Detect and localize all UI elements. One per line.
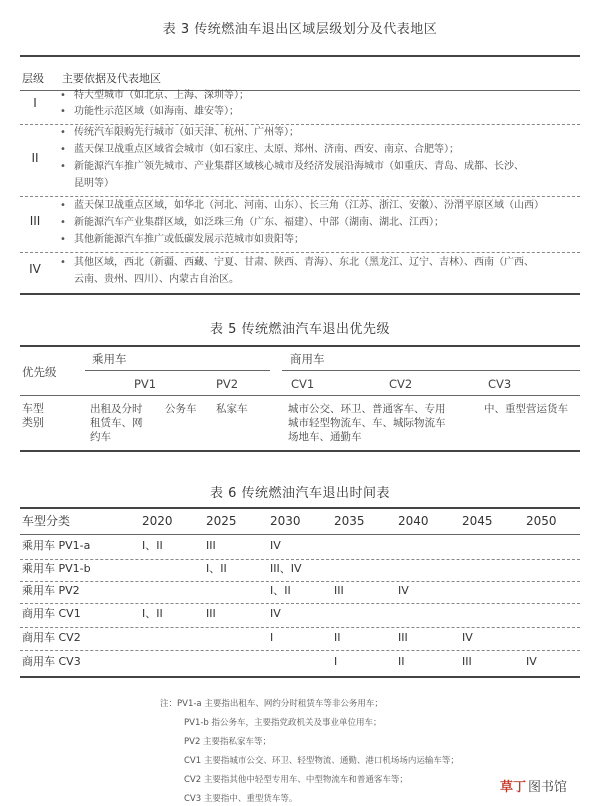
table5-class-cv3: CV3 (488, 377, 512, 391)
table6-cell: I (334, 655, 338, 668)
table6-title: 表 6 传统燃油汽车退出时间表 (209, 486, 391, 501)
table3-divider-3 (20, 252, 580, 253)
notes-block (160, 698, 459, 806)
table3-divider-2 (20, 196, 580, 197)
table5-top-rule (20, 345, 580, 347)
table5-type-cv3: 中、重型营运货车 (484, 403, 568, 415)
table3-row1-line2: • 功能性示范区域（如海南、雄安等）； (60, 106, 239, 117)
table5-class-pv1: PV1 (134, 377, 157, 391)
table3-bottom-rule (20, 293, 580, 295)
table6-cell: 乘用车 PV2 (22, 584, 80, 597)
table5-priority-label: 优先级 (22, 365, 57, 379)
table3-row2-line2: • 蓝天保卫战重点区域省会城市（如石家庄、太原、郑州、济南、西安、南京、合肥等）； (60, 144, 459, 155)
table-row (20, 580, 580, 602)
table5-class-cv2: CV2 (389, 377, 413, 391)
table5-type-cv1: 城市公交、环卫、 城市轻型物流车、 场地车、通勤车 (288, 403, 372, 443)
table3-title: 表 3 传统燃油车退出区域层级划分及代表地区 (162, 22, 438, 37)
table-row (20, 558, 580, 580)
table6-header-2045: 2045 (462, 514, 493, 528)
table3-level-4: IV (29, 262, 41, 276)
table6-cell: I (270, 631, 274, 644)
table6-cell: I、II (142, 607, 163, 620)
table3-header-level: 层级 (22, 72, 44, 85)
table5-bottom-rule (20, 450, 580, 452)
table5-vehicle-type-label: 车型 类别 (22, 402, 44, 429)
table3-row3-line2: • 新能源汽车产业集群区域，如泛珠三角（广东、福建）、中部（湖南、湖北、江西）； (60, 217, 444, 228)
table3-row4-line2: 云南、贵州、四川）、内蒙古自治区。 (74, 274, 239, 285)
table-row (20, 651, 580, 673)
table6-cell: III (398, 631, 408, 644)
table6-cell: IV (398, 584, 409, 597)
table6-header-row (20, 510, 580, 532)
watermark-mark: 草丁 (500, 780, 527, 795)
table3-row3-line1: • 蓝天保卫战重点区域，如华北（河北、河南、山东）、长三角（江苏、浙江、安徽）、汾渭平原区域（山西） (60, 200, 544, 211)
table6-header-2050: 2050 (526, 514, 557, 528)
table5-passenger-label: 乘用车 (92, 352, 127, 366)
table5-passenger-rule (85, 370, 270, 371)
table3-row1-line1: • 特大型城市（如北京、上海、深圳等）； (60, 90, 249, 101)
table3-row2-line1: • 传统汽车限购先行城市（如天津、杭州、广州等）； (60, 127, 299, 138)
table6-cell: I、II (270, 584, 291, 597)
table5-type-pv2: 私家车 (216, 403, 248, 415)
note-line: CV2 主要指其他中轻型专用车、中型物流车和普通客车等； (184, 775, 408, 785)
table5-header-rule (20, 395, 580, 396)
note-line: 注：PV1-a 主要指出租车、网约分时租赁车等非公务用车； (160, 699, 383, 709)
table6-cell: III (462, 655, 472, 668)
table6-cell: I、II (142, 539, 163, 552)
note-line: PV2 主要指私家车等； (184, 737, 272, 747)
table-row (20, 627, 580, 649)
watermark-logo (500, 776, 567, 795)
table3-row2-line4: 昆明等） (74, 178, 114, 189)
table6-header-2025: 2025 (206, 514, 237, 528)
table6-cell: IV (462, 631, 473, 644)
table6-cell: III (206, 539, 216, 552)
table5-type-pv1-official: 公务车 (165, 403, 197, 415)
table5-class-cv1: CV1 (291, 377, 315, 391)
table3-level-1: I (33, 96, 37, 110)
table6-cell: 商用车 CV2 (22, 631, 81, 644)
table6-top-rule (20, 507, 580, 509)
table3-level-3: III (29, 214, 41, 228)
table6-cell: 商用车 CV3 (22, 655, 81, 668)
table-row (20, 603, 580, 625)
table6-cell: III (206, 607, 216, 620)
table6-cell: IV (270, 539, 281, 552)
table6-cell: 商用车 CV1 (22, 607, 81, 620)
table6-cell: II (398, 655, 405, 668)
table6-cell: III、IV (270, 562, 302, 575)
table6-header-2040: 2040 (398, 514, 429, 528)
table5-class-pv2: PV2 (216, 377, 239, 391)
table6-cell: IV (270, 607, 281, 620)
note-line: CV3 主要指中、重型货车等。 (184, 794, 298, 804)
table3-row4-line1: • 其他区域，西北（新疆、西藏、宁夏、甘肃、陕西、青海）、东北（黑龙江、辽宁、吉林）、西南（广西、 (60, 257, 534, 268)
note-line: PV1-b 指公务车，主要指党政机关及事业单位用车； (184, 718, 382, 728)
table3-header-basis: 主要依据及代表地区 (62, 72, 161, 85)
table5-commercial-label: 商用车 (290, 352, 325, 366)
table3-level-2: II (31, 151, 39, 165)
table5-title: 表 5 传统燃油汽车退出优先级 (209, 322, 391, 337)
table5-type-cv2: 普通客车、专用 车、城际物流车 (372, 403, 446, 429)
table6-header-type: 车型分类 (22, 514, 71, 528)
table6-cell: IV (526, 655, 537, 668)
note-line: CV1 主要指城市公交、环卫、轻型物流、通勤、港口机场场内运输车等； (184, 756, 459, 766)
table6-cell: 乘用车 PV1-a (22, 539, 91, 552)
table3-row3-line3: • 其他新能源汽车推广或低碳发展示范城市如贵阳等； (60, 234, 304, 245)
table3-row2-line3: • 新能源汽车推广领先城市、产业集群区域核心城市及经济发展沿海城市（如重庆、青岛、成都、长沙、 (60, 161, 524, 172)
table6-bottom-rule (20, 676, 580, 678)
table6-header-2030: 2030 (270, 514, 301, 528)
table6-cell: III (334, 584, 344, 597)
table-row (20, 535, 580, 557)
watermark-text: 图书馆 (528, 780, 568, 795)
table5-type-pv1-taxi: 出租及分时 租赁车、网 约车 (90, 403, 143, 443)
table6-cell: II (334, 631, 341, 644)
table6-cell: 乘用车 PV1-b (22, 562, 91, 575)
table3-top-rule (20, 55, 580, 57)
table3-divider-1 (20, 124, 580, 125)
table6-cell: I、II (206, 562, 227, 575)
table5-commercial-rule (282, 370, 580, 371)
table6-header-2020: 2020 (142, 514, 173, 528)
table6-header-2035: 2035 (334, 514, 365, 528)
